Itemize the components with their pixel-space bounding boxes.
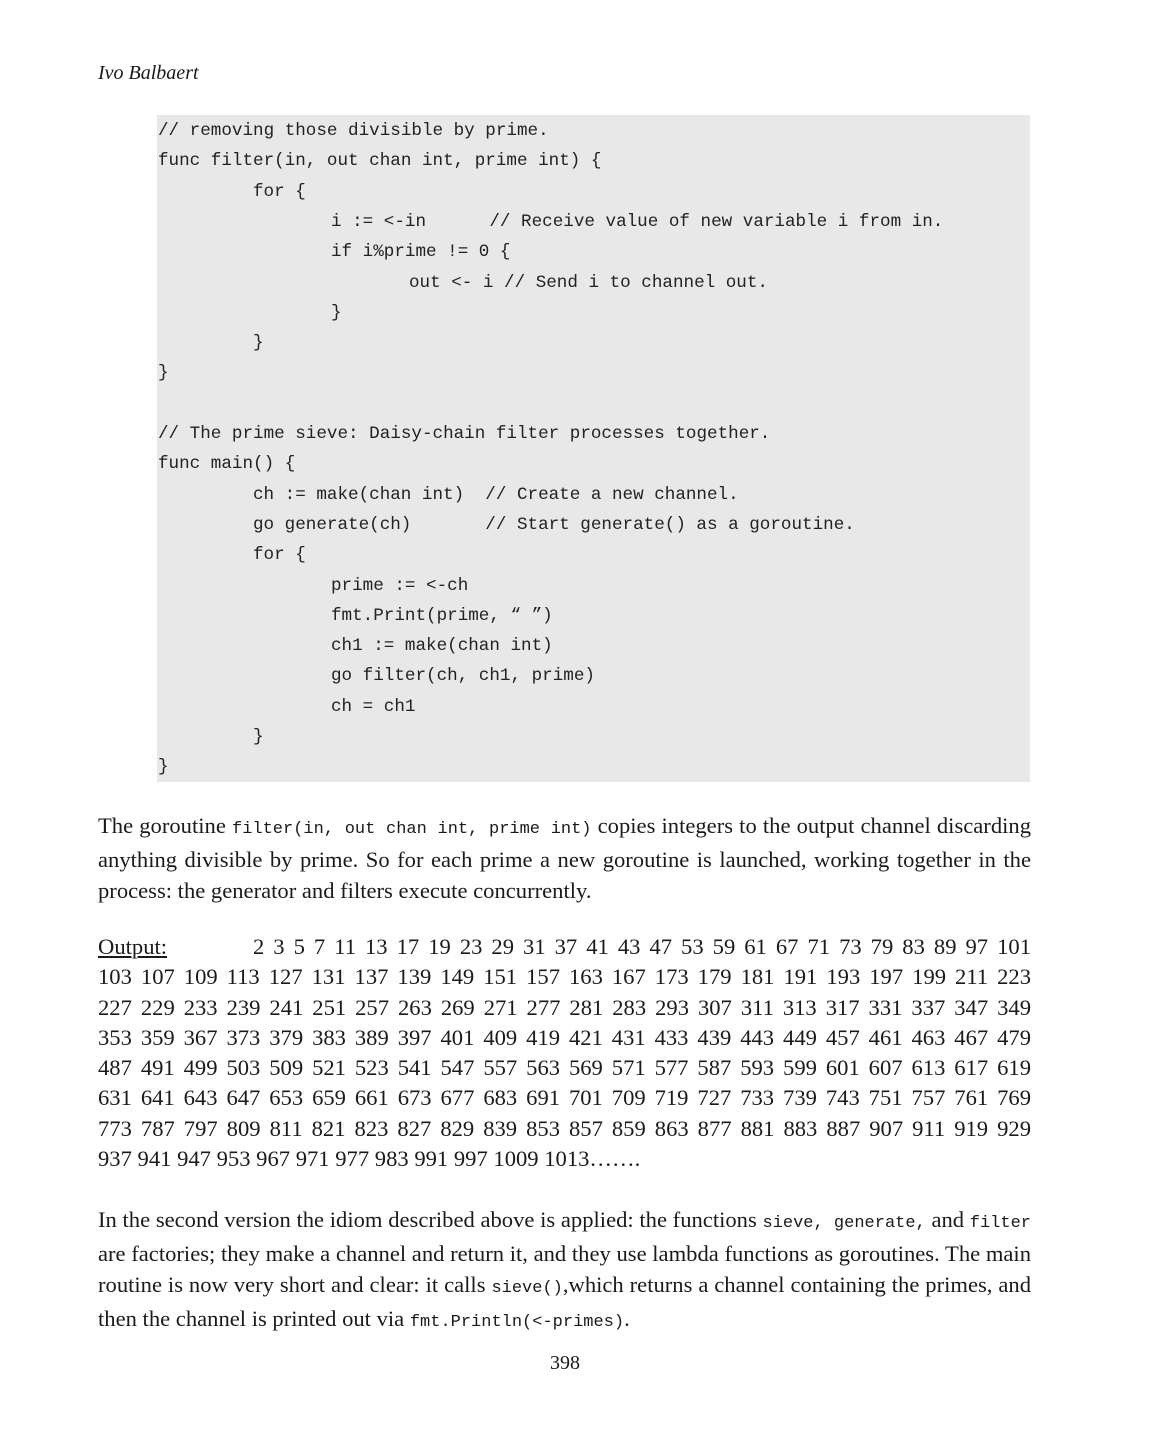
text: .: [624, 1305, 630, 1331]
text: ,which returns a channel containing the primes, and then the channel is printed out via: [98, 1271, 1031, 1331]
text: The goroutine: [98, 813, 232, 838]
code-line: go generate(ch) // Start generate() as a goroutine.: [253, 514, 855, 535]
running-header-author: Ivo Balbaert: [98, 62, 199, 84]
output-row: 631 641 643 647 653 659 661 673 677 683 691 701 709 719 727 733 739 743 751 757 761 769: [98, 1085, 1031, 1111]
output-row: 227 229 233 239 241 251 257 263 269 271 277 281 283 293 307 311 313 317 331 337 347 349: [98, 994, 1031, 1020]
output-row: 103 107 109 113 127 131 137 139 149 151 157 163 167 173 179 181 191 193 197 199 211 223: [98, 964, 1031, 990]
code-line: }: [158, 363, 169, 384]
code-line: ch = ch1: [331, 696, 416, 717]
output-row: 487 491 499 503 509 521 523 541 547 557 563 569 571 577 587 593 599 601 607 613 617 619: [98, 1055, 1031, 1081]
paragraph-filter-explanation: [98, 811, 1031, 906]
code-line: for {: [253, 181, 306, 202]
code-line: }: [331, 302, 342, 323]
code-line: fmt.Print(prime, “ ”): [331, 605, 553, 626]
output-row: 773 787 797 809 811 821 823 827 829 839 853 857 859 863 877 881 883 887 907 911 919 929: [98, 1115, 1031, 1141]
code-line: }: [253, 333, 264, 354]
code-line: if i%prime != 0 {: [331, 242, 511, 263]
text: are factories; they make a channel and return it, and they use lambda functions as goroutines. The main routine is now very short and clear: it calls: [98, 1241, 1031, 1297]
code-line: }: [158, 757, 169, 778]
code-line: go filter(ch, ch1, prime): [331, 666, 595, 687]
code-line: i := <-in // Receive value of new variable i from in.: [331, 211, 944, 232]
code-line: ch1 := make(chan int): [331, 636, 553, 657]
inline-code: fmt.Println(<-primes): [409, 1312, 625, 1332]
text: copies integers to the output channel discarding anything divisible by prime. So for each prime a new goroutine is launched, working together in the process: the generator and filters execute concurrently.: [98, 813, 1032, 903]
output-row: 937 941 947 953 967 971 977 983 991 997 1009 1013…….: [98, 1146, 641, 1172]
code-line: // removing those divisible by prime.: [158, 121, 549, 141]
output-row: 353 359 367 373 379 383 389 397 401 409 419 421 431 433 439 443 449 457 461 463 467 479: [98, 1024, 1031, 1050]
inline-code: filter: [969, 1214, 1031, 1233]
code-line: prime := <-ch: [331, 575, 469, 596]
code-line: for {: [253, 545, 306, 566]
output-label: Output:: [98, 934, 168, 959]
page-number: 398: [550, 1352, 580, 1374]
output-block: [98, 932, 1031, 1174]
text: In the second version the idiom described above is applied: the functions: [98, 1207, 763, 1232]
text: and: [925, 1207, 970, 1232]
code-line: func filter(in, out chan int, prime int) {: [158, 151, 602, 172]
output-row: 2 3 5 7 11 13 17 19 23 29 31 37 41 43 47 53 59 61 67 71 73 79 83 89 97 101: [253, 934, 1031, 959]
code-line: func main() {: [158, 454, 296, 475]
inline-code: sieve(): [491, 1278, 563, 1298]
code-block: [157, 115, 1030, 782]
inline-code: sieve, generate,: [762, 1214, 926, 1233]
code-line: }: [253, 727, 264, 747]
code-line: out <- i // Send i to channel out.: [409, 272, 768, 293]
code-line: ch := make(chan int) // Create a new channel.: [253, 484, 739, 505]
inline-code: filter(in, out chan int, prime int): [232, 820, 592, 839]
paragraph-second-version: [98, 1205, 1031, 1338]
code-line: // The prime sieve: Daisy-chain filter processes together.: [158, 424, 771, 444]
